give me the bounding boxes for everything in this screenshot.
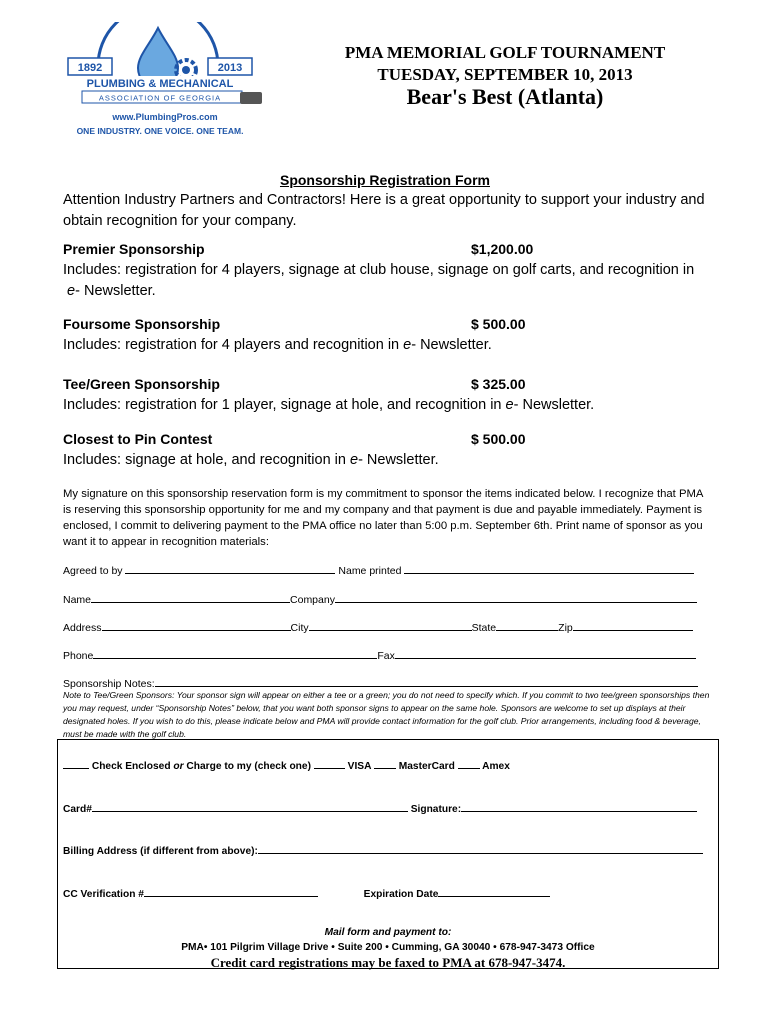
name-row — [63, 591, 697, 606]
logo-graphic — [60, 22, 270, 142]
mail-heading: Mail form and payment to: — [324, 927, 452, 938]
signature-label: Signature: — [410, 804, 462, 815]
form-title: Sponsorship Registration Form — [279, 172, 490, 188]
expiration-label: Expiration Date — [363, 889, 439, 900]
sponsorship-price: $ 500.00 — [471, 316, 526, 332]
sponsorship-desc: Includes: registration for 4 players and recognition in e- Newsletter. — [63, 337, 492, 353]
fax-label: Fax — [377, 650, 395, 662]
logo-tagline: ONE INDUSTRY. ONE VOICE. ONE TEAM. — [76, 126, 244, 136]
mastercard-checkbox[interactable] — [374, 757, 396, 769]
card-row — [63, 800, 697, 815]
sponsorship-title: Premier Sponsorship — [63, 241, 205, 257]
amex-checkbox[interactable] — [458, 757, 480, 769]
charge-label: Charge to my (check one) — [186, 761, 311, 772]
pma-logo — [60, 22, 270, 142]
expiration-field[interactable] — [438, 885, 550, 897]
name-printed-field[interactable] — [404, 562, 694, 574]
logo-name-line2: ASSOCIATION OF GEORGIA — [98, 93, 222, 103]
event-date: TUESDAY, SEPTEMBER 10, 2013 — [377, 65, 633, 84]
visa-label: VISA — [347, 761, 372, 772]
phone-label: Phone — [63, 650, 94, 662]
logo-name-line1: PLUMBING & MECHANICAL — [86, 78, 234, 90]
year-right: 2013 — [217, 62, 243, 74]
zip-label: Zip — [558, 622, 573, 634]
notes-field[interactable] — [155, 675, 698, 687]
billing-row — [63, 842, 703, 857]
logo-website: www.PlumbingPros.com — [112, 112, 218, 122]
notes-label: Sponsorship Notes: — [63, 678, 155, 690]
address-row — [63, 619, 693, 634]
visa-checkbox[interactable] — [314, 757, 345, 769]
phone-field[interactable] — [93, 647, 377, 659]
zip-field[interactable] — [573, 619, 693, 631]
card-number-field[interactable] — [92, 800, 408, 812]
sponsorship-title: Tee/Green Sponsorship — [63, 376, 220, 392]
company-label: Company — [290, 594, 335, 606]
name-printed-label: Name printed — [338, 565, 402, 577]
agreed-by-field[interactable] — [125, 562, 335, 574]
name-label: Name — [63, 594, 92, 606]
signature-field[interactable] — [461, 800, 697, 812]
notes-row — [63, 675, 698, 690]
intro-text: Attention Industry Partners and Contractors! Here is a great opportunity to support your industry and obtain recognition for your company. — [63, 192, 705, 229]
state-label: State — [471, 622, 497, 634]
check-enclosed-checkbox[interactable] — [63, 757, 89, 769]
billing-label: Billing Address (if different from above): — [63, 846, 258, 857]
agreed-row — [63, 562, 694, 577]
sponsorship-desc: Includes: registration for 1 player, signage at hole, and recognition in e- Newsletter. — [63, 397, 595, 413]
sponsorship-title: Foursome Sponsorship — [63, 316, 221, 332]
mail-address: PMA• 101 Pilgrim Village Drive • Suite 200 • Cumming, GA 30040 • 678-947-3473 Office — [181, 942, 595, 953]
amex-label: Amex — [482, 761, 510, 772]
address-label: Address — [63, 622, 102, 634]
event-location: Bear's Best (Atlanta) — [406, 84, 604, 109]
emblem-icon — [240, 92, 262, 104]
tee-green-note: Note to Tee/Green Sponsors: Your sponsor sign will appear on either a tee or a green; you do not need to specify which. If you commit to two tee/green sponsorships then you may request, under “Sponsorship Notes” below, that you want both sponsor signs to appear on the same hole. Sponsors are welcome to set up displays at their designated holes. If you wish to do this, please indicate below and PMA will provide contact information for the golf club. Prior arrangements, including food & beverage, must be made with the golf club. — [63, 690, 710, 739]
cc-row — [63, 885, 550, 900]
cc-verification-field[interactable] — [144, 885, 318, 897]
phone-row — [63, 647, 696, 662]
company-field[interactable] — [335, 591, 697, 603]
sponsorship-desc: Includes: signage at hole, and recognition in e- Newsletter. — [63, 452, 439, 468]
card-label: Card# — [63, 804, 92, 815]
sponsorship-price: $ 325.00 — [471, 376, 526, 392]
fax-note: Credit card registrations may be faxed to PMA at 678-947-3474. — [210, 955, 566, 970]
billing-address-field[interactable] — [258, 842, 703, 854]
commitment-paragraph: My signature on this sponsorship reservation form is my commitment to sponsor the items indicated below. I recognize that PMA is reserving this sponsorship opportunity for me and my company and that payment is due and payable immediately. Payment is enclosed, I commit to delivering payment to the PMA office no later than 5:00 p.m. September 6th. Print name of sponsor as you want it to appear in recognition materials: — [63, 488, 703, 548]
or-label: or — [173, 761, 184, 772]
cc-verification-label: CC Verification # — [63, 889, 144, 900]
year-left: 1892 — [77, 62, 103, 74]
agreed-by-label: Agreed to by — [63, 565, 123, 577]
event-title: PMA MEMORIAL GOLF TOURNAMENT — [344, 43, 666, 62]
sponsorship-title: Closest to Pin Contest — [63, 431, 213, 447]
sponsorship-desc: Includes: registration for 4 players, signage at club house, signage on golf carts, and recognition in e- Newsletter. — [63, 262, 695, 299]
fax-field[interactable] — [395, 647, 696, 659]
state-field[interactable] — [496, 619, 558, 631]
sponsorship-price: $1,200.00 — [471, 241, 534, 257]
mastercard-label: MasterCard — [398, 761, 455, 772]
sponsorship-price: $ 500.00 — [471, 431, 526, 447]
payment-method-row — [63, 757, 510, 772]
check-enclosed-label: Check Enclosed — [91, 761, 171, 772]
address-field[interactable] — [102, 619, 291, 631]
city-field[interactable] — [309, 619, 472, 631]
city-label: City — [290, 622, 309, 634]
name-field[interactable] — [91, 591, 290, 603]
